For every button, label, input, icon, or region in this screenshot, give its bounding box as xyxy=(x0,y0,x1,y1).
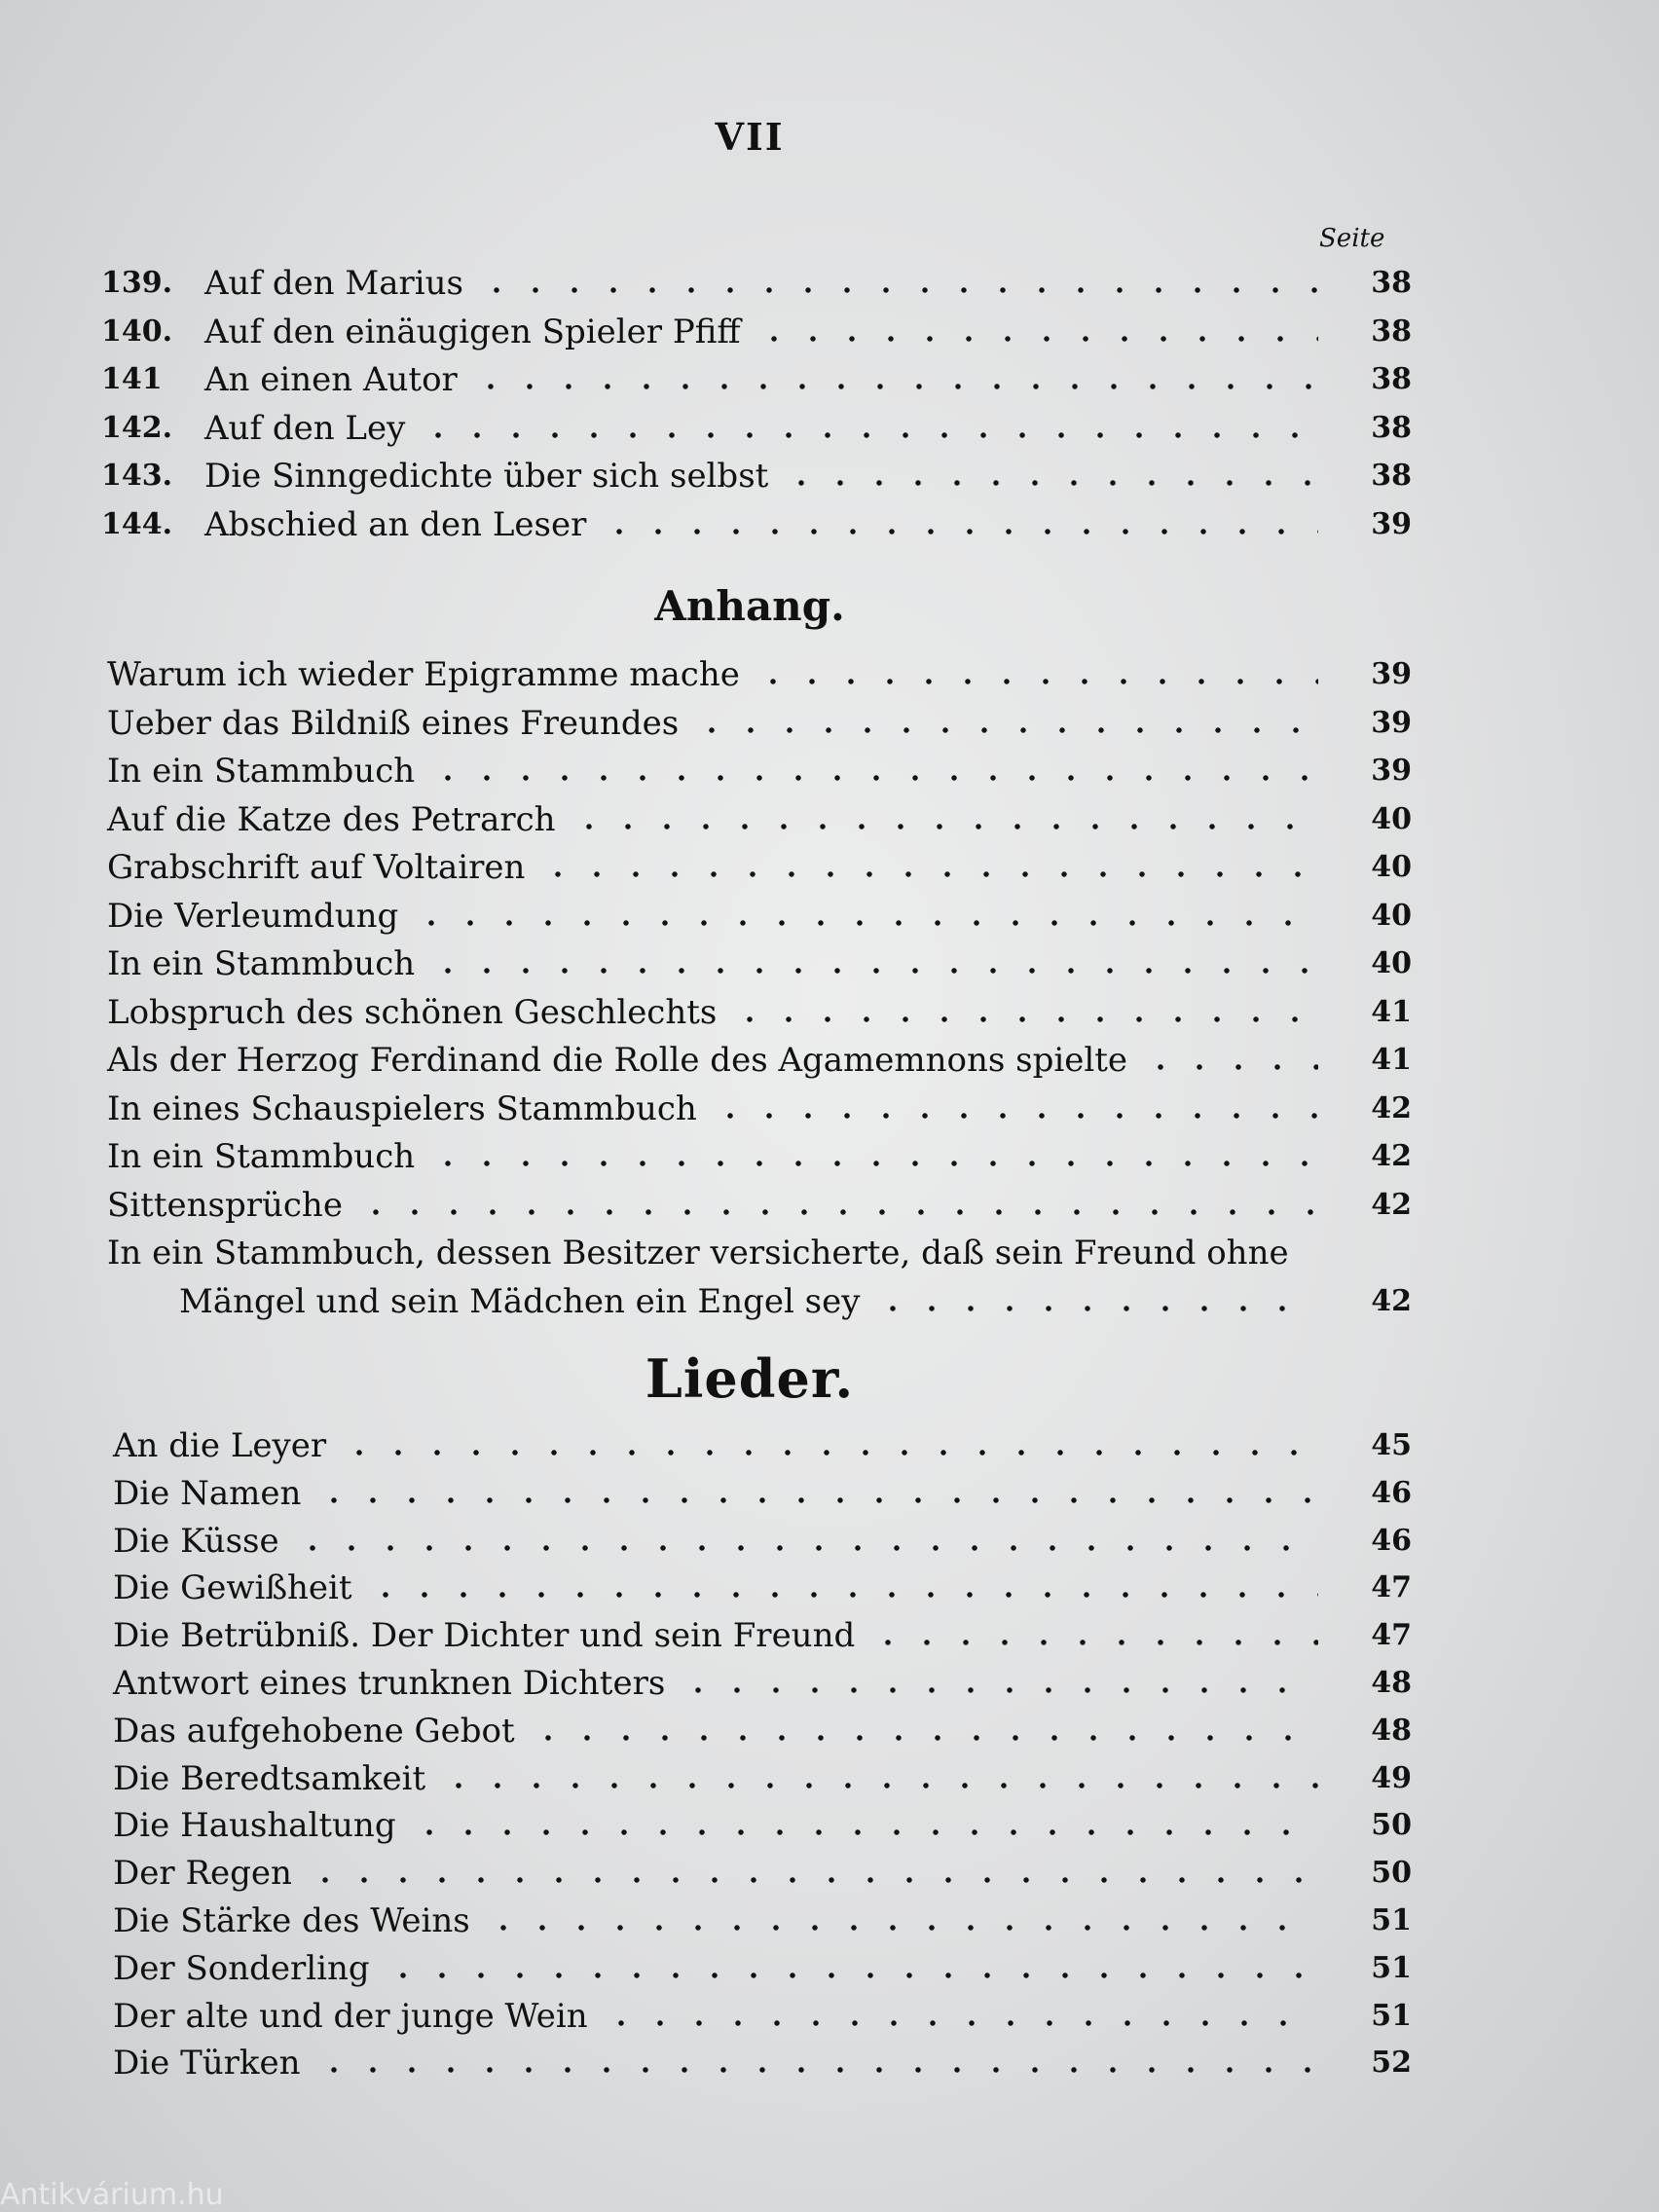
section-heading-anhang: Anhang. xyxy=(654,582,845,630)
toc-entry-title: In ein Stammbuch xyxy=(107,944,416,983)
dot-leader xyxy=(306,1849,1318,1898)
toc-entry-title: In eines Schauspielers Stammbuch xyxy=(107,1088,697,1128)
toc-entry-number: 140. xyxy=(101,313,173,349)
toc-entry xyxy=(0,500,1412,549)
toc-entry-number: 143. xyxy=(101,459,173,493)
toc-entry-title: Das aufgehobene Gebot xyxy=(113,1711,515,1751)
toc-entry-title: Die Türken xyxy=(113,2044,301,2083)
toc-entry xyxy=(0,1421,1412,1470)
dot-leader xyxy=(1141,1036,1318,1085)
toc-entry-page: 38 xyxy=(1371,410,1412,445)
dot-leader xyxy=(484,1897,1318,1945)
toc-entry-title: Grabschrift auf Voltairen xyxy=(107,848,526,887)
toc-entry xyxy=(0,1469,1412,1518)
toc-entry-page: 51 xyxy=(1371,1903,1412,1937)
toc-entry-page: 40 xyxy=(1371,801,1412,836)
toc-entry-title: Abschied an den Leser xyxy=(204,504,587,544)
dot-leader xyxy=(412,892,1318,940)
toc-entry xyxy=(0,1659,1412,1708)
toc-entry-page: 48 xyxy=(1371,1666,1412,1700)
toc-entry-multiline-second xyxy=(0,1277,1412,1326)
toc-entry-page: 40 xyxy=(1371,898,1412,933)
toc-entry xyxy=(0,1517,1412,1566)
dot-leader xyxy=(477,259,1318,308)
toc-entry-title: Die Haushaltung xyxy=(113,1806,396,1846)
dot-leader xyxy=(356,1181,1318,1230)
seite-column-label: Seite xyxy=(1319,224,1385,253)
toc-entry-multiline-first xyxy=(0,1229,1412,1277)
dot-leader xyxy=(428,1132,1318,1181)
toc-entry-title: Ueber das Bildniß eines Freundes xyxy=(107,703,680,743)
dot-leader xyxy=(428,940,1318,988)
toc-entry xyxy=(0,699,1412,748)
toc-entry-page: 46 xyxy=(1371,1475,1412,1510)
toc-entry xyxy=(0,795,1412,844)
toc-entry-page: 39 xyxy=(1371,705,1412,740)
dot-leader xyxy=(529,1707,1318,1755)
toc-entry xyxy=(0,843,1412,892)
toc-entry-title: Antwort eines trunknen Dichters xyxy=(113,1664,666,1703)
toc-entry-page: 40 xyxy=(1371,850,1412,884)
dot-leader xyxy=(538,843,1318,892)
dot-leader xyxy=(602,1992,1318,2041)
toc-entry-number: 139. xyxy=(101,266,173,300)
dot-leader xyxy=(754,650,1318,699)
toc-entry xyxy=(0,1801,1412,1850)
dot-leader xyxy=(782,452,1318,500)
toc-entry xyxy=(0,650,1412,699)
toc-entry xyxy=(0,452,1412,500)
toc-entry-title: Die Küsse xyxy=(113,1521,279,1561)
toc-entry-page: 39 xyxy=(1371,754,1412,788)
toc-entry-page: 41 xyxy=(1371,994,1412,1029)
dot-leader xyxy=(755,308,1318,356)
toc-entry-title: Mängel und sein Mädchen ein Engel sey xyxy=(179,1282,861,1321)
toc-entry-page: 38 xyxy=(1371,266,1412,300)
toc-entry xyxy=(0,1564,1412,1612)
toc-entry-title: Als der Herzog Ferdinand die Rolle des Agamemnons spielte xyxy=(107,1041,1128,1080)
toc-entry-page: 42 xyxy=(1371,1284,1412,1318)
dot-leader xyxy=(419,404,1318,453)
toc-entry-title: Der Regen xyxy=(113,1854,292,1894)
toc-entry-page: 41 xyxy=(1371,1043,1412,1077)
dot-leader xyxy=(711,1085,1318,1133)
toc-entry xyxy=(0,1036,1412,1085)
toc-entry-title: Die Gewißheit xyxy=(113,1568,352,1608)
toc-entry-page: 52 xyxy=(1371,2046,1412,2081)
toc-entry xyxy=(0,892,1412,940)
toc-entry-page: 39 xyxy=(1371,657,1412,691)
toc-entry xyxy=(0,747,1412,795)
dot-leader xyxy=(600,500,1318,549)
toc-entry-title: Die Stärke des Weins xyxy=(113,1901,470,1940)
toc-entry-page: 50 xyxy=(1371,1808,1412,1843)
toc-entry xyxy=(0,1849,1412,1898)
toc-entry-page: 46 xyxy=(1371,1523,1412,1558)
toc-entry-title: Warum ich wieder Epigramme mache xyxy=(107,655,740,694)
toc-entry-page: 47 xyxy=(1371,1618,1412,1653)
toc-entry-title: Die Betrübniß. Der Dichter und sein Freund xyxy=(113,1616,856,1656)
toc-entry-title: Auf die Katze des Petrarch xyxy=(107,799,556,839)
toc-entry xyxy=(0,988,1412,1037)
dot-leader xyxy=(570,795,1318,844)
toc-entry xyxy=(0,1707,1412,1755)
toc-entry xyxy=(0,1944,1412,1993)
toc-entry-number: 141 xyxy=(101,362,163,396)
dot-leader xyxy=(679,1659,1318,1708)
toc-entry xyxy=(0,1897,1412,1945)
toc-entry-page: 47 xyxy=(1371,1570,1412,1605)
dot-leader xyxy=(868,1611,1318,1660)
toc-entry-number: 144. xyxy=(101,506,173,541)
toc-entry-title: In ein Stammbuch xyxy=(107,1137,416,1176)
dot-leader xyxy=(366,1564,1318,1612)
toc-entry xyxy=(0,1611,1412,1660)
toc-entry xyxy=(0,259,1412,308)
toc-entry-number: 142. xyxy=(101,410,173,445)
toc-entry-page: 42 xyxy=(1371,1090,1412,1125)
toc-entry xyxy=(0,1754,1412,1803)
toc-entry-title: Auf den Marius xyxy=(204,264,463,303)
dot-leader xyxy=(293,1517,1318,1566)
toc-entry-page: 40 xyxy=(1371,946,1412,980)
dot-leader xyxy=(692,699,1318,748)
toc-entry xyxy=(0,1132,1412,1181)
toc-entry-title: Sittensprüche xyxy=(107,1185,343,1225)
toc-entry-title: Der Sonderling xyxy=(113,1948,370,1988)
toc-entry xyxy=(0,404,1412,453)
toc-entry-title: Auf den Ley xyxy=(204,408,406,448)
toc-entry-title: Der alte und der junge Wein xyxy=(113,1996,588,2036)
toc-entry-page: 45 xyxy=(1371,1428,1412,1462)
dot-leader xyxy=(340,1421,1318,1470)
dot-leader xyxy=(730,988,1318,1037)
toc-entry xyxy=(0,940,1412,988)
section-heading-lieder: Lieder. xyxy=(645,1347,855,1410)
toc-entry-page: 49 xyxy=(1371,1760,1412,1795)
toc-entry xyxy=(0,1181,1412,1230)
toc-entry-title: Die Namen xyxy=(113,1473,302,1513)
toc-entry-page: 39 xyxy=(1371,506,1412,541)
dot-leader xyxy=(314,1469,1318,1518)
dot-leader xyxy=(873,1277,1318,1326)
dot-leader xyxy=(471,355,1318,404)
dot-leader xyxy=(439,1754,1318,1803)
toc-entry-page: 42 xyxy=(1371,1187,1412,1222)
toc-entry xyxy=(0,1992,1412,2041)
toc-entry-page: 38 xyxy=(1371,313,1412,349)
toc-entry-title: An einen Autor xyxy=(204,360,458,399)
toc-entry-page: 51 xyxy=(1371,1998,1412,2033)
dot-leader xyxy=(384,1944,1318,1993)
toc-entry-page: 38 xyxy=(1371,459,1412,493)
toc-entry xyxy=(0,2039,1412,2087)
toc-entry xyxy=(0,355,1412,404)
toc-entry-title: Die Verleumdung xyxy=(107,896,399,936)
toc-entry xyxy=(0,1085,1412,1133)
watermark: Antikvárium.hu xyxy=(0,2178,224,2212)
toc-entry-title: Auf den einäugigen Spieler Pfiff xyxy=(204,312,741,351)
dot-leader xyxy=(428,747,1318,795)
toc-entry-title: An die Leyer xyxy=(113,1426,327,1465)
toc-entry-page: 51 xyxy=(1371,1950,1412,1985)
toc-entry-page: 50 xyxy=(1371,1856,1412,1891)
toc-entry-title: Lobspruch des schönen Geschlechts xyxy=(107,992,718,1032)
toc-entry-page: 38 xyxy=(1371,362,1412,396)
toc-entry xyxy=(0,308,1412,356)
toc-entry-title: In ein Stammbuch, dessen Besitzer versicherte, daß sein Freund ohne xyxy=(107,1234,1289,1272)
toc-entry-title: Die Beredtsamkeit xyxy=(113,1758,426,1798)
page-number: VII xyxy=(715,115,785,159)
dot-leader xyxy=(410,1801,1318,1850)
toc-entry-page: 42 xyxy=(1371,1139,1412,1173)
toc-entry-title: Die Sinngedichte über sich selbst xyxy=(204,457,769,496)
toc-entry-title: In ein Stammbuch xyxy=(107,752,416,791)
toc-entry-page: 48 xyxy=(1371,1713,1412,1748)
dot-leader xyxy=(314,2039,1318,2087)
